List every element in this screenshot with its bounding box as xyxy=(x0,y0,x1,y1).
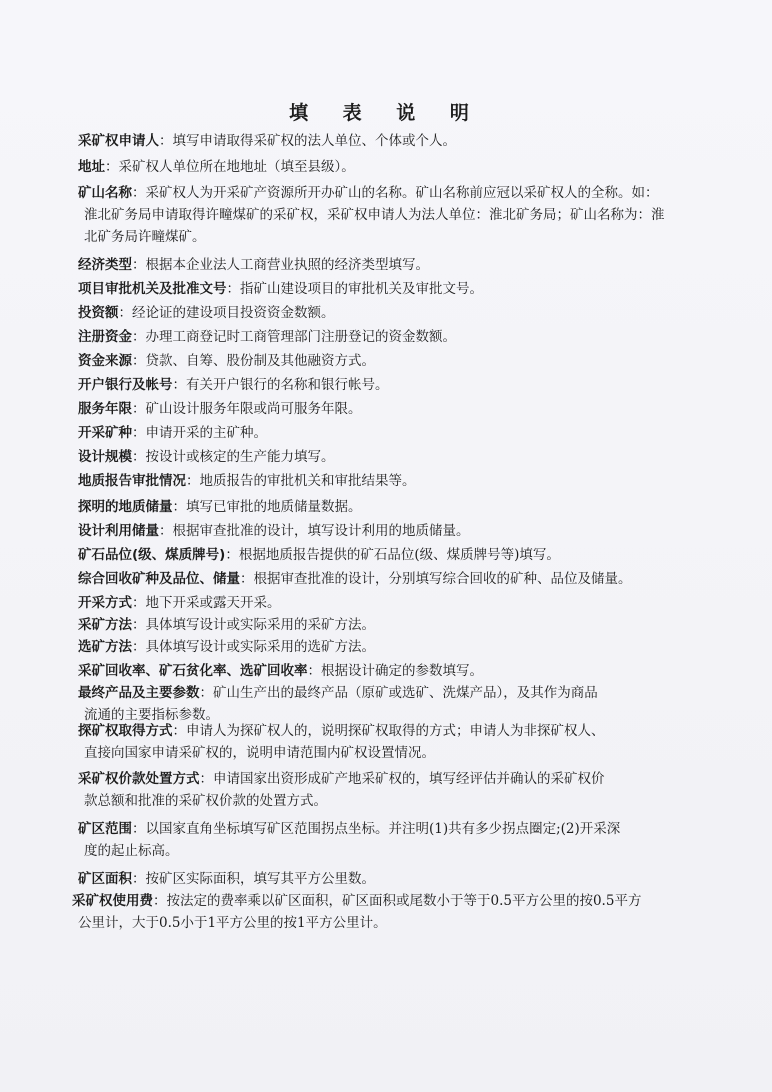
instruction-entry xyxy=(78,374,389,396)
entry-description: ：有关开户银行的名称和银行帐号。 xyxy=(172,377,389,393)
entry-description: ：根据地质报告提供的矿石品位(级、煤质牌号等)填写。 xyxy=(225,547,560,563)
entry-line xyxy=(78,636,375,658)
instruction-entry xyxy=(78,568,632,590)
entry-description: ：根据审查批准的设计，填写设计利用的地质储量。 xyxy=(159,523,470,539)
entry-line xyxy=(78,614,375,636)
entry-term: 资金来源 xyxy=(78,353,132,369)
entry-term: 经济类型 xyxy=(78,257,132,273)
instruction-entry xyxy=(78,868,375,890)
entry-description: 流通的主要指标参数。 xyxy=(84,707,219,723)
entry-description: 直接向国家申请采矿权的，说明申请范围内矿权设置情况。 xyxy=(84,745,435,761)
instruction-entry xyxy=(78,350,375,372)
entry-description: ：根据本企业法人工商营业执照的经济类型填写。 xyxy=(132,257,429,273)
entry-line xyxy=(78,446,335,468)
entry-line xyxy=(78,660,483,682)
entry-term: 开采方式 xyxy=(78,595,132,611)
entry-line xyxy=(78,520,470,542)
entry-term: 设计利用储量 xyxy=(78,523,159,539)
entry-description: ：矿山设计服务年限或尚可服务年限。 xyxy=(132,401,362,417)
instruction-entry xyxy=(78,302,335,324)
entry-description: ：地质报告的审批机关和审批结果等。 xyxy=(186,473,416,489)
entry-line xyxy=(72,890,641,912)
entry-line xyxy=(78,326,456,348)
entry-description: ：地下开采或露天开采。 xyxy=(132,595,281,611)
entry-line xyxy=(78,350,375,372)
entry-description: ：采矿权人为开采矿产资源所开办矿山的名称。矿山名称前应冠以采矿权人的全称。如： xyxy=(132,185,659,201)
entry-line xyxy=(78,568,632,590)
entry-line xyxy=(78,470,416,492)
instruction-entry xyxy=(78,818,620,862)
entry-description: ：根据审查批准的设计，分别填写综合回收的矿种、品位及储量。 xyxy=(240,571,632,587)
entry-line xyxy=(78,156,355,178)
entry-term: 探矿权取得方式 xyxy=(78,723,173,739)
entry-line xyxy=(78,422,267,444)
instruction-entry xyxy=(78,496,362,518)
entry-description: ：填写申请取得采矿权的法人单位、个体或个人。 xyxy=(159,133,456,149)
entry-description: ：填写已审批的地质储量数据。 xyxy=(172,499,362,515)
entry-description: 北矿务局许疃煤矿。 xyxy=(84,229,206,245)
instruction-entry xyxy=(78,422,267,444)
entry-description: ：以国家直角坐标填写矿区范围拐点坐标。并注明(1)共有多少拐点圈定;(2)开采深 xyxy=(132,821,621,837)
page-title: 填 表 说 明 xyxy=(289,102,483,124)
entry-term: 采矿权使用费 xyxy=(72,893,153,909)
entry-term: 地址 xyxy=(78,159,105,175)
entry-description: ：采矿权人单位所在地地址（填至县级）。 xyxy=(105,159,355,175)
entry-line xyxy=(78,130,456,152)
instruction-entry xyxy=(78,254,429,276)
entry-description: ：矿山生产出的最终产品（原矿或选矿、洗煤产品），及其作为商品 xyxy=(199,685,598,701)
entry-line xyxy=(72,912,641,934)
entry-description: ：贷款、自筹、股份制及其他融资方式。 xyxy=(132,353,375,369)
entry-term: 开采矿种 xyxy=(78,425,132,441)
entry-term: 矿山名称 xyxy=(78,185,132,201)
instruction-entry xyxy=(78,720,605,764)
entry-term: 地质报告审批情况 xyxy=(78,473,186,489)
entry-term: 采矿权价款处置方式 xyxy=(78,771,200,787)
entry-description: ：根据设计确定的参数填写。 xyxy=(307,663,483,679)
entry-term: 矿区范围 xyxy=(78,821,132,837)
entry-line xyxy=(78,868,375,890)
entry-description: ：按矿区实际面积，填写其平方公里数。 xyxy=(132,871,375,887)
entry-line xyxy=(78,226,665,248)
entry-term: 综合回收矿种及品位、储量 xyxy=(78,571,240,587)
instruction-entry xyxy=(78,156,355,178)
entry-description: 淮北矿务局申请取得许疃煤矿的采矿权，采矿权申请人为法人单位：淮北矿务局；矿山名称为：淮 xyxy=(84,207,665,223)
entry-term: 服务年限 xyxy=(78,401,132,417)
instruction-entry xyxy=(78,182,665,248)
entry-description: ：具体填写设计或实际采用的选矿方法。 xyxy=(132,639,375,655)
instruction-entry xyxy=(78,768,605,812)
entry-description: 款总额和批准的采矿权价款的处置方式。 xyxy=(84,793,327,809)
instruction-entry xyxy=(78,660,483,682)
entry-description: 度的起止标高。 xyxy=(84,843,179,859)
entry-term: 选矿方法 xyxy=(78,639,132,655)
instruction-entry xyxy=(78,544,560,566)
entry-line xyxy=(78,182,665,204)
entry-description: ：按设计或核定的生产能力填写。 xyxy=(132,449,335,465)
entry-description: ：指矿山建设项目的审批机关及审批文号。 xyxy=(226,281,483,297)
entry-term: 采矿权申请人 xyxy=(78,133,159,149)
entry-line xyxy=(78,278,483,300)
entry-line xyxy=(78,374,389,396)
entry-line xyxy=(78,496,362,518)
entry-line xyxy=(78,768,605,790)
instruction-entry xyxy=(78,614,375,636)
entry-term: 采矿方法 xyxy=(78,617,132,633)
entry-term: 开户银行及帐号 xyxy=(78,377,173,393)
entry-line xyxy=(78,302,335,324)
entry-term: 投资额 xyxy=(78,305,119,321)
instruction-entry xyxy=(78,130,456,152)
entry-line xyxy=(78,204,665,226)
entry-description: ：申请开采的主矿种。 xyxy=(132,425,267,441)
entry-line xyxy=(78,544,560,566)
entry-description: ：申请国家出资形成矿产地采矿权的，填写经评估并确认的采矿权价 xyxy=(199,771,605,787)
entry-description: ：申请人为探矿权人的，说明探矿权取得的方式；申请人为非探矿权人、 xyxy=(172,723,605,739)
entry-term: 项目审批机关及批准文号 xyxy=(78,281,227,297)
instruction-entry xyxy=(78,446,335,468)
entry-term: 矿区面积 xyxy=(78,871,132,887)
entry-line xyxy=(78,818,620,840)
instruction-entry xyxy=(72,890,641,934)
entry-line xyxy=(78,790,605,812)
instruction-entry xyxy=(78,636,375,658)
entry-line xyxy=(78,254,429,276)
entry-line xyxy=(78,398,362,420)
entry-term: 探明的地质储量 xyxy=(78,499,173,515)
instruction-entry xyxy=(78,520,470,542)
instruction-entry xyxy=(78,470,416,492)
entry-term: 矿石品位(级、煤质牌号) xyxy=(78,547,226,563)
entry-line xyxy=(78,592,281,614)
entry-description: ：具体填写设计或实际采用的采矿方法。 xyxy=(132,617,375,633)
instruction-entry xyxy=(78,398,362,420)
entry-description: ：办理工商登记时工商管理部门注册登记的资金数额。 xyxy=(132,329,456,345)
instruction-entry xyxy=(78,592,281,614)
entry-term: 注册资金 xyxy=(78,329,132,345)
entry-description: 公里计，大于0.5小于1平方公里的按1平方公里计。 xyxy=(78,915,387,931)
entry-line xyxy=(78,682,598,704)
instruction-entry xyxy=(78,278,483,300)
entry-term: 最终产品及主要参数 xyxy=(78,685,200,701)
entry-term: 设计规模 xyxy=(78,449,132,465)
entry-line xyxy=(78,742,605,764)
entry-description: ：按法定的费率乘以矿区面积，矿区面积或尾数小于等于0.5平方公里的按0.5平方 xyxy=(153,893,642,909)
entry-description: ：经论证的建设项目投资资金数额。 xyxy=(118,305,335,321)
instruction-entry xyxy=(78,326,456,348)
entry-line xyxy=(78,720,605,742)
entry-line xyxy=(78,840,620,862)
entry-term: 采矿回收率、矿石贫化率、选矿回收率 xyxy=(78,663,308,679)
